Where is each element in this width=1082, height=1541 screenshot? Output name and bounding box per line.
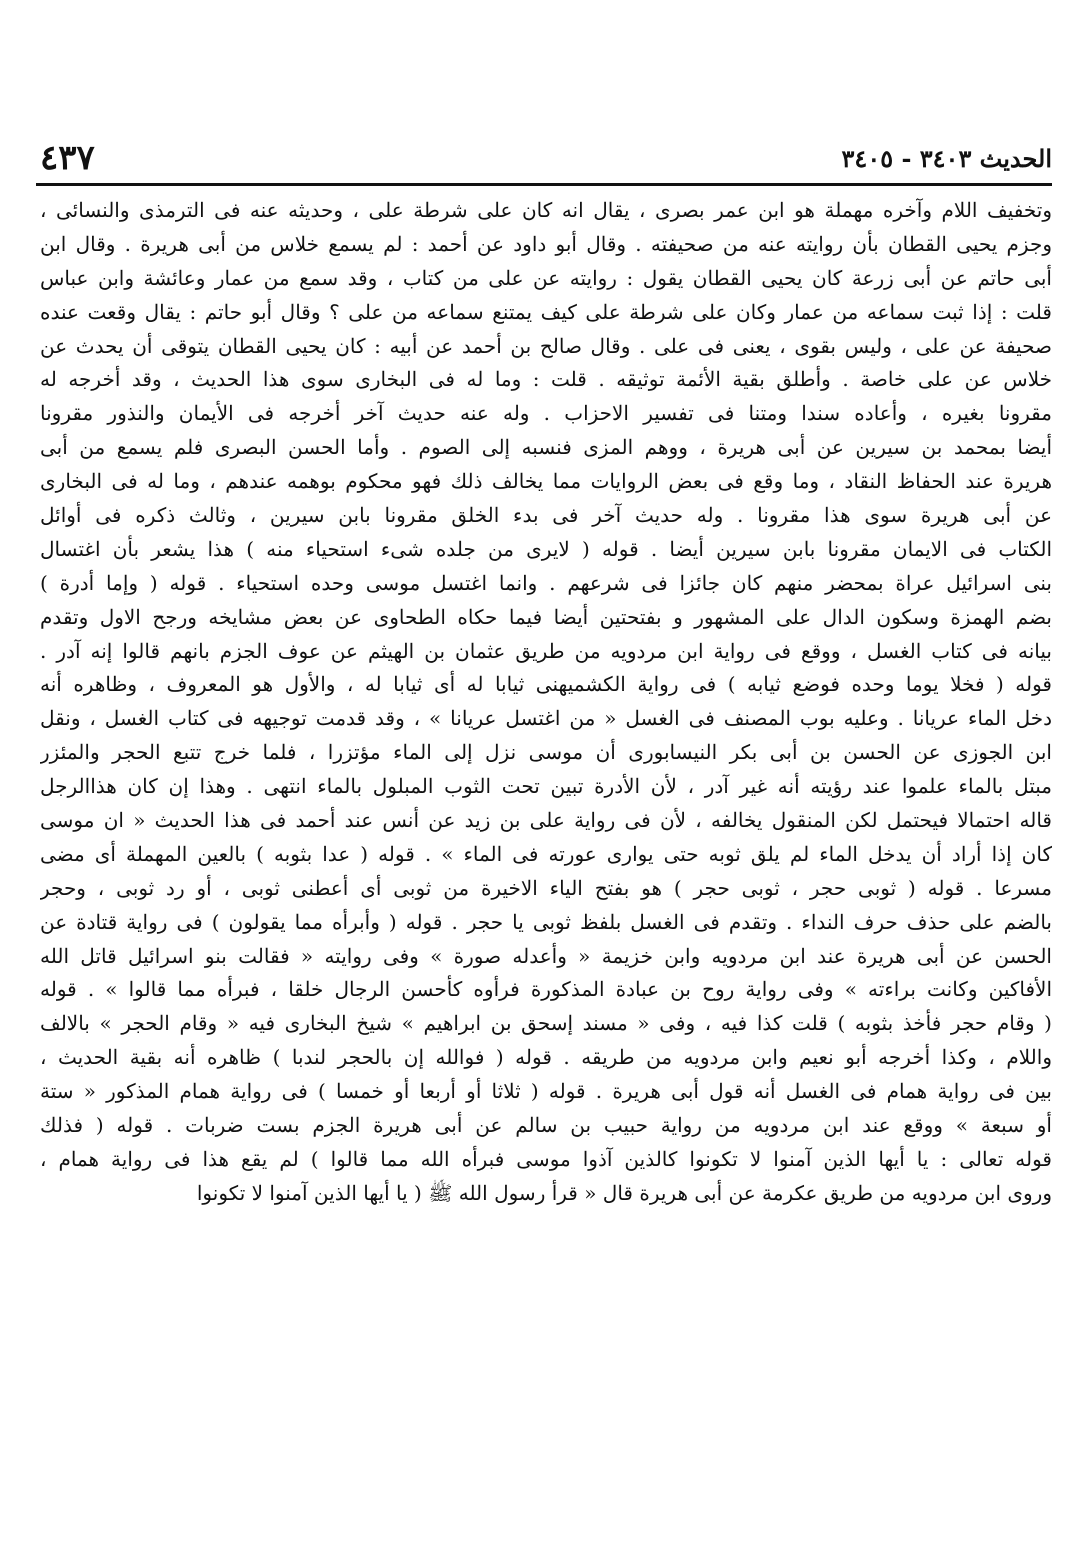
text-line: أو سبعة » ووقع عند ابن مردويه من رواية حبيب بن سالم عن أبى هريرة الجزم بست ضربات . قوله ( فذلك bbox=[40, 1113, 1052, 1138]
text-line: قلت : إذا ثبت سماعه من عمار وكان على شرطة على كيف يمتنع سماعه من على ؟ وقال أبو حاتم : يقال وقعت عنده bbox=[40, 299, 1052, 324]
text-line: الكتاب فى الايمان مقرونا بابن سيرين أيضا . قوله ( لايرى من جلده شىء استحياء منه ) هذا يشعر بأن اغتسال bbox=[40, 536, 1052, 561]
page-number: ٤٣٧ bbox=[40, 138, 95, 178]
text-line: قاله احتمالا فيحتمل لكن المنقول يخالفه ، لأن فى رواية على بن زيد عن أنس عند أحمد فى هذا الحديث « ان موسى bbox=[40, 808, 1052, 833]
text-line: واللام ، وكذا أخرجه أبو نعيم وابن مردويه من طريقه . قوله ( فوالله إن بالحجر لندبا ) ظاهره أنه بقية الحديث ، bbox=[40, 1045, 1052, 1070]
text-line: كان إذا أراد أن يدخل الماء لم يلق ثوبه حتى يوارى عورته فى الماء » . قوله ( عدا بثوبه ) بالعين المهملة أى مضى bbox=[40, 841, 1052, 866]
text-line: ( وقام حجر فأخذ بثوبه ) قلت كذا فيه ، وفى « مسند إسحق بن ابراهيم » شيخ البخارى فيه « وقام الحجر » بالالف bbox=[40, 1011, 1052, 1036]
text-line: مبتل بالماء علموا عند رؤيته أنه غير آدر ، لأن الأدرة تبين تحت الثوب المبلول بالماء انتهى . وهذا إن كان هذاالرجل bbox=[40, 774, 1052, 799]
text-line: دخل الماء عريانا . وعليه بوب المصنف فى الغسل « من اغتسل عريانا » ، وقد قدمت توجيهه فى كتاب الغسل ، ونقل bbox=[40, 706, 1052, 731]
text-line: مسرعا . قوله ( ثوبى حجر ، ثوبى حجر ) هو بفتح الياء الاخيرة من ثوبى أى أعطنى ثوبى ، أو رد ثوبى ، وحجر bbox=[40, 875, 1052, 900]
text-line: الأفاكين وكانت براءته » وفى رواية روح بن عبادة المذكورة فرأوه كأحسن الرجال خلقا ، فبرأه مما قالوا » . قوله bbox=[40, 977, 1052, 1002]
text-line: بالضم على حذف حرف النداء . وتقدم فى الغسل بلفظ ثوبى يا حجر . قوله ( وأبرأه مما يقولون ) فى رواية قتادة عن bbox=[40, 909, 1052, 934]
text-line: وجزم يحيى القطان بأن روايته عنه من صحيفته . وقال أبو داود عن أحمد : لم يسمع خلاس من أبى هريرة . وقال ابن bbox=[40, 231, 1052, 256]
text-line: أيضا بمحمد بن سيرين عن أبى هريرة ، ووهم المزى فنسبه إلى الصوم . وأما الحسن البصرى فلم يسمع من أبى bbox=[40, 435, 1052, 460]
text-line: قوله ( فخلا يوما وحده فوضع ثيابه ) فى رواية الكشميهنى ثيابا له أى ثيابا له ، والأول هو المعروف ، وظاهره أنه bbox=[40, 672, 1052, 697]
text-line: الحسن عن أبى هريرة عند ابن مردويه وابن خزيمة « وأعدله صورة » وفى روايته « فقالت بنو اسرائيل قاتل الله bbox=[40, 943, 1052, 968]
text-line: ابن الجوزى عن الحسن بن أبى بكر النيسابورى أن موسى نزل إلى الماء مؤتزرا ، فلما خرج تتبع الحجر والمئزر bbox=[40, 740, 1052, 765]
text-line: مقرونا بغيره ، وأعاده سندا ومتنا فى تفسير الاحزاب . وله عنه حديث آخر أخرجه فى الأيمان والنذور مقرونا bbox=[40, 401, 1052, 426]
header-rule bbox=[36, 183, 1052, 186]
text-line: بين فى رواية همام فى الغسل أنه قول أبى هريرة . قوله ( ثلاثا أو أربعا أو خمسا ) فى رواية همام المذكور « ستة bbox=[40, 1079, 1052, 1104]
text-line: أبى حاتم عن أبى زرعة كان يحيى القطان يقول : روايته عن على من كتاب ، وقد سمع من عمار وعائشة وابن عباس bbox=[40, 265, 1052, 290]
text-line: وتخفيف اللام وآخره مهملة هو ابن عمر بصرى ، يقال انه كان على شرطة على ، وحديثه عنه فى الترمذى والنسائى ، bbox=[40, 198, 1052, 222]
text-line: عن أبى هريرة سوى هذا مقرونا . وله حديث آخر فى بدء الخلق مقرونا بابن سيرين ، وثالث ذكره فى أوائل bbox=[40, 503, 1052, 528]
text-line: بضم الهمزة وسكون الدال على المشهور و بفتحتين أيضا فيما حكاه الطحاوى عن بعض مشايخه ورجح الاول وتقدم bbox=[40, 604, 1052, 629]
text-line: قوله تعالى : يا أيها الذين آمنوا لا تكونوا كالذين آذوا موسى فبرأه الله مما قالوا ) لم يقع هذا فى رواية همام ، bbox=[40, 1146, 1052, 1171]
text-line: بنى اسرائيل عراة بمحضر منهم كان جائزا فى شرعهم . وانما اغتسل موسى وحده استحياء . قوله ( وإما أدرة ) bbox=[40, 570, 1052, 595]
text-line: وروى ابن مردويه من طريق عكرمة عن أبى هريرة قال « قرأ رسول الله ﷺ ( يا أيها الذين آمنوا لا تكونوا bbox=[196, 1180, 1052, 1205]
running-title: الحديث ٣٤٠٣ - ٣٤٠٥ bbox=[841, 144, 1052, 173]
commentary-text bbox=[40, 194, 1052, 1211]
text-line: صحيفة عن على ، وليس بقوى ، يعنى فى على . وقال صالح بن أحمد عن أبيه : كان يحيى القطان يتوقى أن يحدث عن bbox=[40, 333, 1052, 358]
text-line: خلاس عن على خاصة . وأطلق بقية الأئمة توثيقه . قلت : وما له فى البخارى سوى هذا الحديث ، وقد أخرجه له bbox=[40, 367, 1052, 392]
text-line: هريرة عند الحفاظ النقاد ، وما وقع فى بعض الروايات مما يخالف ذلك فهو محكوم بوهمه عندهم ، وما له فى البخارى bbox=[40, 469, 1052, 494]
running-header bbox=[36, 138, 1052, 180]
text-line: بيانه فى كتاب الغسل ، ووقع فى رواية ابن مردويه من طريق عثمان بن الهيثم عن عوف الجزم بانهم قالوا إنه آدر . bbox=[40, 638, 1052, 663]
